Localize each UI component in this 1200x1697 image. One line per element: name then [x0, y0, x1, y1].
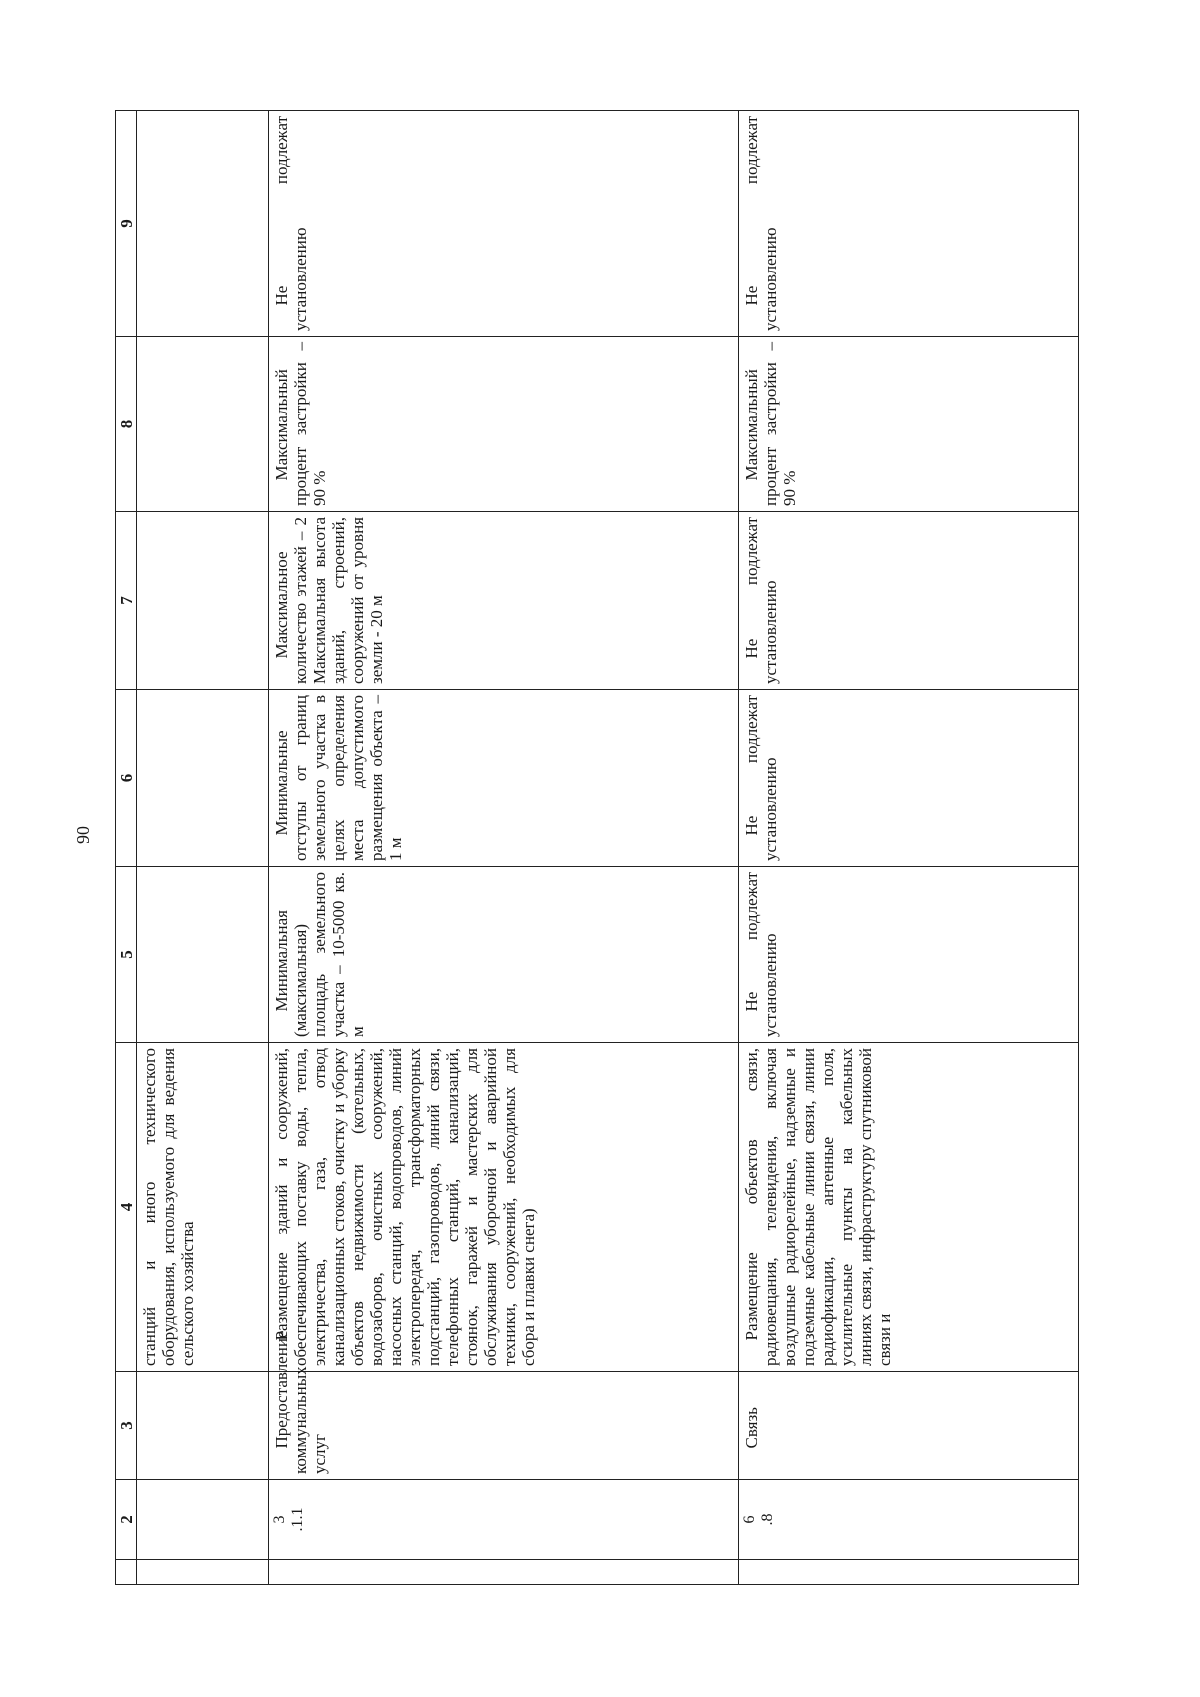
- cell-code: [739, 1480, 1079, 1560]
- cell-use-description: [269, 1043, 739, 1372]
- cell-use-name: [739, 1372, 1079, 1480]
- use-description: Размещение зданий и сооружений, обеспечивающих поставку воды, тепла, электричества, газа, отвод канализационных стоков, очистку и уборку объектов недвижимости (котельных, водозаборов, очистных сооружений, насосных станций, водопроводов, линий электропередач, трансформаторных подстанций, газопроводов, линий связи, телефонных станций, канализаций, стоянок, гаражей и мастерских для обслуживания уборочной и аварийной техники, сооружений, необходимых для сбора и плавки снега): [272, 1048, 538, 1366]
- table-row-communications: [739, 111, 1079, 1585]
- cell-use-name: [269, 1330, 739, 1480]
- header-col-3: 3: [116, 1372, 137, 1480]
- header-col-7: 7: [116, 512, 137, 690]
- cell-build-percent: [739, 337, 1079, 512]
- cell-floors-height: [269, 512, 739, 690]
- header-col-6: 6: [116, 690, 137, 867]
- cell-code: [269, 1480, 739, 1560]
- cell-blank: [739, 1560, 1079, 1585]
- use-description: Размещение объектов связи, радиовещания, телевидения, включая воздушные радиорелейные, надземные и подземные кабельные линии связи, линии радиофикации, антенные поля, усилительные пункты на кабельных линиях связи, инфраструктуру спутниковой связи и: [742, 1048, 894, 1366]
- floors-height-text: Максимальное количество этажей – 2 Максимальная высота зданий, строений, сооружений от уровня земли - 20 м: [272, 517, 386, 684]
- header-col-5: 5: [116, 867, 137, 1043]
- code-part-2: .8: [759, 1513, 776, 1526]
- cell-blank: [269, 1560, 739, 1585]
- setbacks-text: Минимальные отступы от границ земельного участка в целях определения места допустимого размещения объекта – 1 м: [272, 695, 405, 861]
- header-col-4: 4: [116, 1043, 137, 1372]
- cell-blank: [137, 1560, 269, 1585]
- floors-height-text: Не подлежат установлению: [742, 517, 780, 684]
- other-text: Не подлежат установлению: [742, 116, 780, 331]
- regulations-table: [115, 110, 1079, 1585]
- cell-use-description: [137, 1043, 269, 1372]
- page-number: 90: [73, 826, 93, 844]
- cell-col9: [137, 111, 269, 337]
- cell-code: [137, 1480, 269, 1560]
- plot-area-text: Минимальная (максимальная) площадь земельного участка – 10-5000 кв. м: [272, 872, 367, 1037]
- cell-build-percent: [269, 337, 739, 512]
- code-part-1: 6: [741, 1515, 758, 1524]
- header-col-2: 2: [116, 1480, 137, 1560]
- cell-col6: [137, 690, 269, 867]
- header-col-8: 8: [116, 337, 137, 512]
- header-col-9: 9: [116, 111, 137, 337]
- cell-col8: [137, 337, 269, 512]
- code-part-2: .1.1: [289, 1507, 306, 1532]
- use-name: Связь: [742, 1407, 761, 1449]
- use-name: Предоставление коммунальных услуг: [272, 1330, 329, 1474]
- code-part-1: 3: [271, 1515, 288, 1524]
- cell-col5: [137, 867, 269, 1043]
- use-description: станций и иного технического оборудования, используемого для ведения сельского хозяйства: [140, 1048, 197, 1366]
- other-text: Не подлежат установлению: [272, 116, 310, 331]
- cell-use-description: [739, 1043, 1079, 1372]
- cell-setbacks: [269, 690, 739, 867]
- cell-setbacks: [739, 690, 1079, 867]
- cell-use-name: [137, 1372, 269, 1480]
- plot-area-text: Не подлежат установлению: [742, 872, 780, 1037]
- cell-col7: [137, 512, 269, 690]
- table-row-communal-services: [269, 111, 739, 1585]
- setbacks-text: Не подлежат установлению: [742, 695, 780, 861]
- regulations-table-rotated: [115, 111, 1077, 1585]
- build-percent-text: Максимальный процент застройки – 90 %: [742, 342, 799, 506]
- cell-plot-area: [739, 867, 1079, 1043]
- build-percent-text: Максимальный процент застройки – 90 %: [272, 342, 329, 506]
- table-row-continuation: [137, 111, 269, 1585]
- header-col-1: [116, 1560, 137, 1585]
- header-row: [116, 111, 137, 1585]
- cell-other: [739, 111, 1079, 337]
- cell-floors-height: [739, 512, 1079, 690]
- cell-plot-area: [269, 867, 739, 1043]
- cell-other: [269, 111, 739, 337]
